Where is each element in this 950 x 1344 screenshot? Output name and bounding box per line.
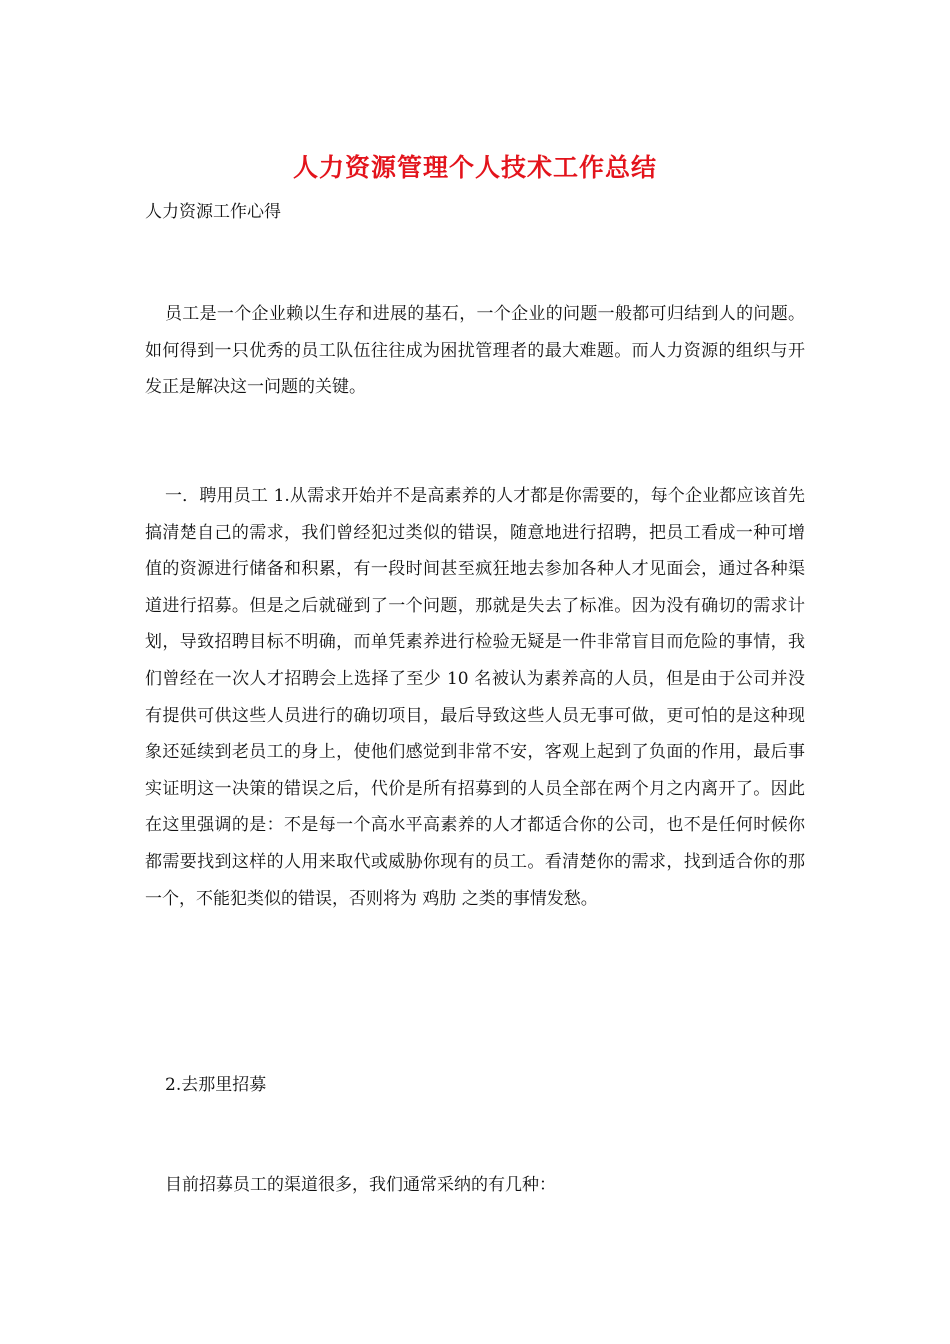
paragraph-intro: 员工是一个企业赖以生存和进展的基石，一个企业的问题一般都可归结到人的问题。如何得到一只优秀的员工队伍往往成为困扰管理者的最大难题。而人力资源的组织与开发正是解决这一问题的关键。 xyxy=(145,304,805,398)
document-subtitle: 人力资源工作心得 xyxy=(145,202,281,222)
paragraph-hiring: 一．聘用员工 1.从需求开始并不是高素养的人才都是你需要的，每个企业都应该首先搞清楚自己的需求，我们曾经犯过类似的错误，随意地进行招聘，把员工看成一种可增值的资源进行储备和积累，有一段时间甚至疯狂地去参加各种人才见面会，通过各种渠道进行招募。但是之后就碰到了一个问题，那就是失去了标准。因为没有确切的需求计划，导致招聘目标不明确，而单凭素养进行检验无疑是一件非常盲目而危险的事情，我们曾经在一次人才招聘会上选择了至少 10 名被认为素养高的人员，但是由于公司并没有提供可供这些人员进行的确切项目，最后导致这些人员无事可做，更可怕的是这种现象还延续到老员工的身上，使他们感觉到非常不安，客观上起到了负面的作用，最后事实证明这一决策的错误之后，代价是所有招募到的人员全部在两个月之内离开了。因此在这里强调的是：不是每一个高水平高素养的人才都适合你的公司，也不是任何时候你都需要找到这样的人用来取代或威胁你现有的员工。看清楚你的需求，找到适合你的那一个，不能犯类似的错误，否则将为 鸡肋 之类的事情发愁。 xyxy=(145,486,805,909)
paragraph-where-to-recruit: 2.去那里招募 xyxy=(165,1075,267,1095)
paragraph-channels: 目前招募员工的渠道很多，我们通常采纳的有几种： xyxy=(165,1175,556,1195)
document-title: 人力资源管理个人技术工作总结 xyxy=(292,153,657,182)
